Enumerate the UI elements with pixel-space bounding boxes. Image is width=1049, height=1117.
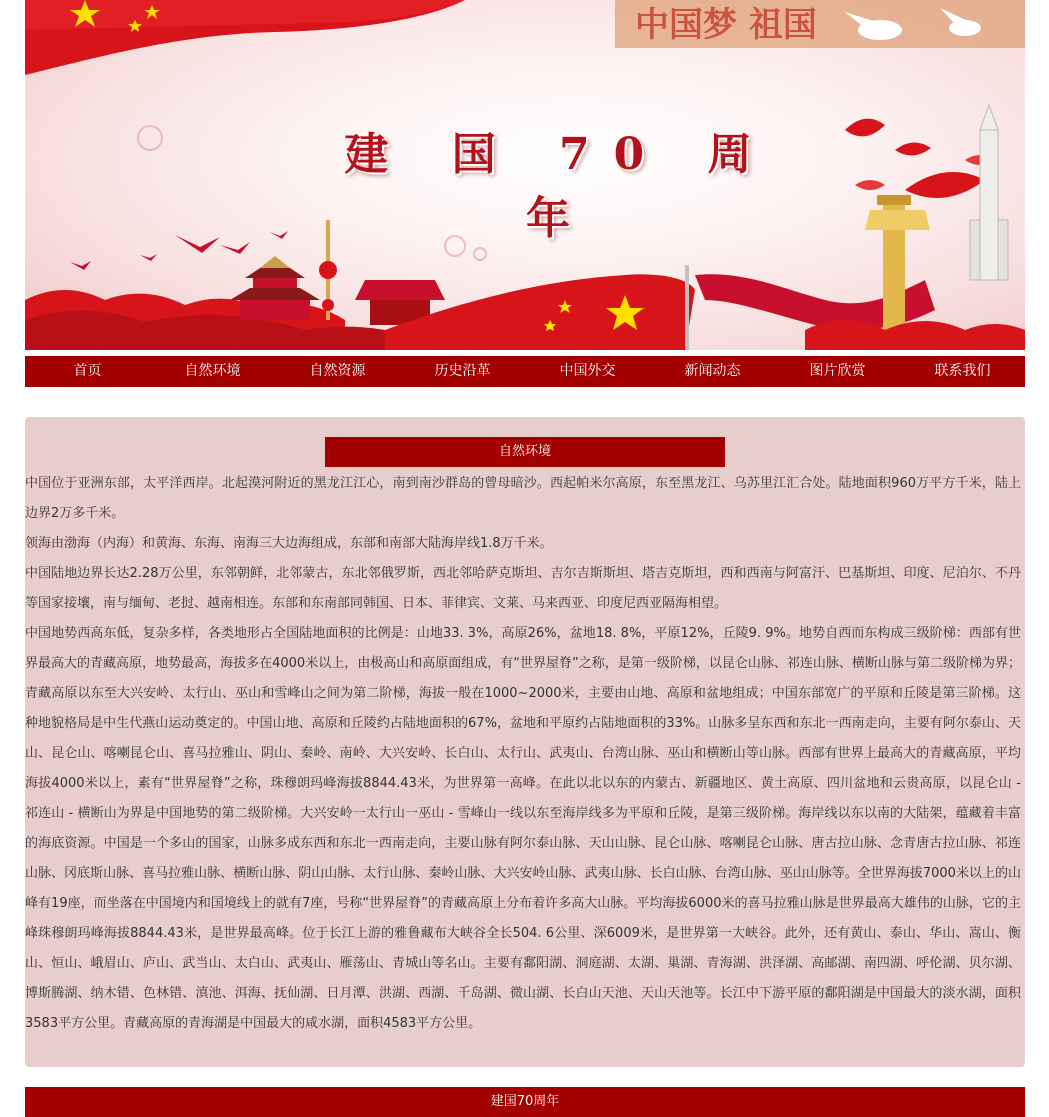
banner-title: 建 国 70 周 年 [344,129,776,244]
nav-item-natural-environment[interactable]: 自然环境 [184,363,241,379]
nav-item-gallery[interactable]: 图片欣赏 [809,363,866,379]
petal-icon [855,180,885,190]
bird-icon [70,261,91,270]
paragraph: 领海由渤海（内海）和黄海、东海、南海三大边海组成，东部和南部大陆海岸线1.8万千米。 [25,536,553,551]
petal-icon [905,172,985,198]
bird-icon [175,235,220,253]
content-panel [25,417,1025,1067]
nav-item-contact[interactable]: 联系我们 [934,363,991,379]
bird-icon [140,254,157,261]
nav-item-history[interactable]: 历史沿革 [434,363,491,379]
nav-item-diplomacy[interactable]: 中国外交 [559,363,616,379]
nav-item-home[interactable]: 首页 [73,363,102,379]
top-watermark: 中国梦 祖国 [635,5,817,45]
paragraph: 中国陆地边界长达2.28万公里，东邻朝鲜，北邻蒙古，东北邻俄罗斯，西北邻哈萨克斯坦、吉尔吉斯斯坦、塔吉克斯坦，西和西南与阿富汗、巴基斯坦、印度、尼泊尔、不丹等国家接壤，南与缅甸、老挝、越南相连。东部和东南部同韩国、日本、菲律宾、文莱、马来西亚、印度尼西亚隔海相望。 [25,566,1021,611]
section-body [25,469,1025,1039]
petal-icon [895,142,931,155]
paragraph: 中国位于亚洲东部，太平洋西岸。北起漠河附近的黑龙江江心，南到南沙群岛的曾母暗沙。西起帕米尔高原，东至黑龙江、乌苏里江汇合处。陆地面积960万平方千米，陆上边界2万多千米。 [25,476,1021,521]
nav-item-natural-resources[interactable]: 自然资源 [309,363,366,379]
bird-icon [270,231,288,239]
paragraph: 中国地势西高东低，复杂多样，各类地形占全国陆地面积的比例是：山地33. 3%，高原26%，盆地18. 8%，平原12%，丘陵9. 9%。地势自西而东构成三级阶梯：西部有世界最高大的青藏高原，地势最高，海拔多在4000米以上，由极高山和高原面组成，有“世界屋脊”之称，是第一级阶梯，以昆仑山脉、祁连山脉、横断山脉与第二级阶梯为界；青藏高原以东至大兴安岭、太行山、巫山和雪峰山之间为第二阶梯，海拔一般在1000~2000米，主要由山地、高原和盆地组成；中国东部宽广的平原和丘陵是第三阶梯。这种地貌格局是中生代燕山运动奠定的。中国山地、高原和丘陵约占陆地面积的67%，盆地和平原约占陆地面积的33%。山脉多呈东西和东北一西南走向，主要有阿尔泰山、天山、昆仑山、喀喇昆仑山、喜马拉雅山、阴山、秦岭、南岭、大兴安岭、长白山、太行山、武夷山、台湾山脉、巫山和横断山等山脉。西部有世界上最高大的青藏高原，平均海拔4000米以上，素有“世界屋脊”之称，珠穆朗玛峰海拔8844.43米，为世界第一高峰。在此以北以东的内蒙古、新疆地区、黄土高原、四川盆地和云贵高原，以昆仑山 - 祁连山 - 横断山为界是中国地势的第二级阶梯。大兴安岭一太行山一巫山 - 雪峰山一线以东至海岸线多为平原和丘陵，是第三级阶梯。海岸线以东以南的大陆架，蕴藏着丰富的海底资源。中国是一个多山的国家，山脉多成东西和东北一西南走向，主要山脉有阿尔泰山脉、天山山脉、昆仑山脉、喀喇昆仑山脉、唐古拉山脉、念青唐古拉山脉、祁连山脉、冈底斯山脉、喜马拉雅山脉、横断山脉、阴山山脉、太行山脉、秦岭山脉、大兴安岭山脉、武夷山脉、长白山脉、台湾山脉、巫山山脉等。全世界海拔7000米以上的山峰有19座，而坐落在中国境内和国境线上的就有7座，号称“世界屋脊”的青藏高原上分布着许多高大山脉。平均海拔6000米的喜马拉雅山脉是世界最高大雄伟的山脉，它的主峰珠穆朗玛峰海拔8844.43米，是世界最高峰。位于长江上游的雅鲁藏布大峡谷全长504. 6公里、深6009米，是世界第一大峡谷。此外，还有黄山、泰山、华山、嵩山、衡山、恒山、峨眉山、庐山、武当山、太白山、武夷山、雁荡山、青城山等名山。主要有鄱阳湖、洞庭湖、太湖、巢湖、青海湖、洪泽湖、高邮湖、南四湖、呼伦湖、贝尔湖、博斯腾湖、纳木错、色林错、滇池、洱海、抚仙湖、日月潭、洪湖、西湖、千岛湖、微山湖、长白山天池、天山天池等。长江中下游平原的鄱阳湖是中国最大的淡水湖，面积3583平方公里。青藏高原的青海湖是中国最大的咸水湖，面积4583平方公里。 [25,626,1021,1031]
section-heading: 自然环境 [325,437,725,467]
footer-bar: 建国70周年 [25,1087,1025,1117]
main-nav [25,356,1025,387]
temple-icon [230,256,320,320]
rocket-icon [970,105,1008,280]
petal-icon [845,119,885,137]
bird-icon [220,242,250,254]
hero-banner [25,0,1025,350]
nav-item-news[interactable]: 新闻动态 [684,363,741,379]
